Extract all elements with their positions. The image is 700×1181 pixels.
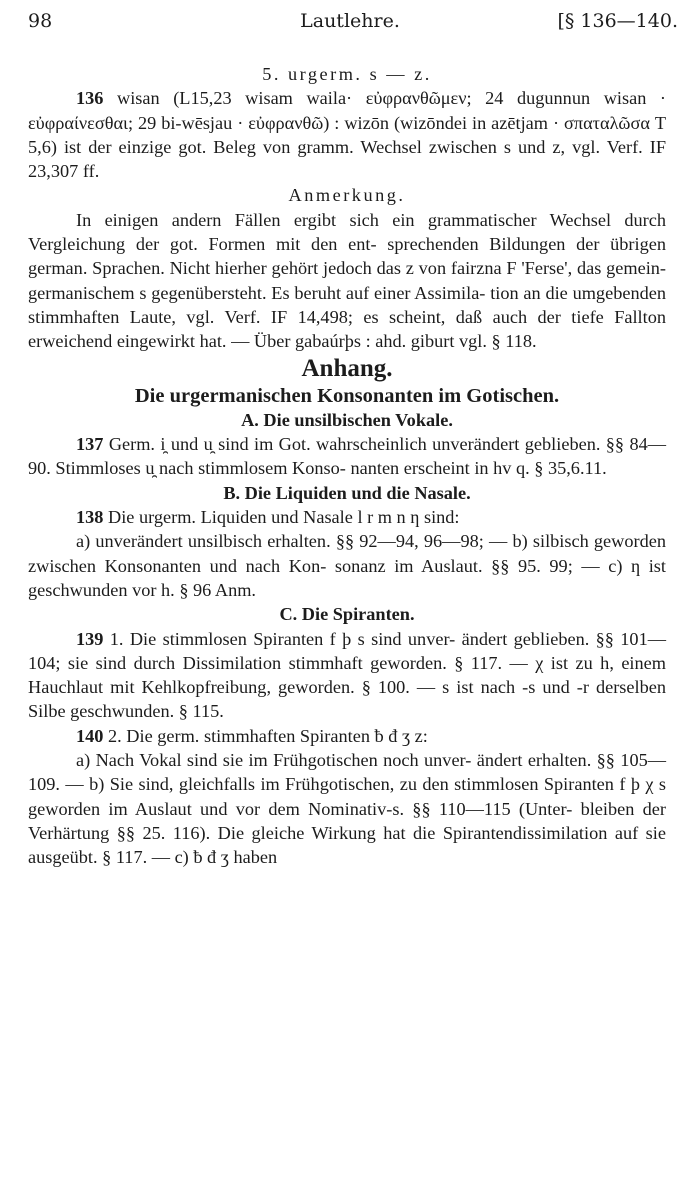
paragraph-number: 137 <box>76 434 104 455</box>
text-line: — Über gabaúrþs : ahd. giburt vgl. § 118. <box>231 331 537 352</box>
section-heading-c: C. Die Spiranten. <box>279 604 415 625</box>
text-line: tion an die umgebenden stimmhaften Laute, vgl. Verf. IF 14,498; <box>28 282 666 327</box>
paragraph-138-cont <box>28 529 666 602</box>
text-line: es scheint, daß auch der tiefe Fallton erweichend eingewirkt hat. <box>28 306 666 352</box>
running-title: Lautlehre. <box>300 10 400 32</box>
anmerkung-paragraph <box>28 208 666 354</box>
text-line: germanischem s gegenübersteht. Es beruht auf einer Assimila- <box>28 282 486 303</box>
text-line: sonanz im Auslaut. §§ 95. 99; — c) ƞ ist geschwunden vor h. <box>28 555 666 600</box>
page-number: 98 <box>28 10 53 32</box>
text-line: Frühgotischen, zu den stimmlosen Spiranten f þ χ s geworden <box>28 774 666 819</box>
text-line: § 96 Anm. <box>179 579 256 600</box>
paragraph-140-cont <box>28 748 666 869</box>
paragraph-136 <box>28 86 666 183</box>
text-line: sprechenden Bildungen der übrigen german. Sprachen. Nicht <box>28 234 666 279</box>
paragraph-139 <box>28 627 666 724</box>
text-line: wisan (L15,23 wisam waila· εὐφρανθῶμεν; 24 dugunnun <box>117 88 591 109</box>
text-line: ändert geblieben. §§ 101—104; sie sind durch Dissimilation <box>28 628 666 673</box>
text-line: im Auslaut und vor dem Nominativ-s. §§ 110—115 (Unter- <box>108 798 573 819</box>
text-line: mit Kehlkopfreibung, geworden. § 100. — s ist nach -s und -r <box>110 677 589 698</box>
text-line: — b) silbisch geworden zwischen Konsonanten und nach Kon- <box>28 531 667 576</box>
text-line: nanten erscheint in hv q. § 35,6.11. <box>350 458 607 479</box>
text-line: Spirantendissimilation auf sie ausgeübt. § 117. — c) ƀ đ ʒ haben <box>28 822 666 868</box>
paragraph-number: 138 <box>76 507 104 528</box>
text-line: wisan · εὐφραίνεσθαι; 29 bi-wēsjau · εὐφρανθῶ) : wizōn (wizōndei in <box>28 88 666 133</box>
running-header <box>22 10 678 40</box>
text-line: Wechsel durch Vergleichung der got. Formen mit den ent- <box>28 209 666 255</box>
text-line: Germ. i̯ und u̯ sind im Got. wahrscheinlich unverändert <box>108 434 520 455</box>
text-line: derselben Silbe geschwunden. § 115. <box>28 677 667 722</box>
text-line: bleiben der Verhärtung §§ 25. 116). Die gleiche Wirkung hat die <box>28 798 666 843</box>
text-line: stimmhaft geworden. § 117. — χ ist zu h, einem Hauchlaut <box>28 652 666 698</box>
text-line: Die urgerm. Liquiden und Nasale l r m n ƞ sind: <box>108 507 460 528</box>
text-line: a) unverändert unsilbisch erhalten. §§ 92—94, 96—98; <box>76 531 484 552</box>
text-line: azētjam · σπαταλῶσα T 5,6) ist der einzige got. Beleg von gramm. <box>28 112 667 157</box>
anhang-subtitle: Die urgermanischen Konsonanten im Gotischen. <box>134 384 560 407</box>
paragraph-140 <box>28 724 666 748</box>
anhang-title: Anhang. <box>301 354 393 382</box>
section-heading-b: B. Die Liquiden und die Nasale. <box>223 482 471 503</box>
text-line: geblieben. §§ 84—90. Stimmloses u̯ nach stimmlosem Konso- <box>28 434 667 479</box>
text-line: ändert erhalten. §§ 105—109. — b) Sie sind, gleichfalls im <box>28 750 667 795</box>
anmerkung-heading: Anmerkung. <box>288 185 406 206</box>
paragraph-138 <box>28 505 666 529</box>
text-line: hierher gehört jedoch das z von fairzna F 'Ferse', das gemein- <box>215 258 667 279</box>
paragraph-137 <box>28 432 666 481</box>
page-body <box>28 62 666 870</box>
section-heading-5: 5. urgerm. s — z. <box>262 64 432 84</box>
paragraph-number: 140 <box>76 725 104 746</box>
text-line: Wechsel zwischen s und z, vgl. Verf. IF 23,307 ff. <box>28 136 666 182</box>
paragraph-number: 136 <box>76 88 104 109</box>
section-range: [§ 136—140. <box>557 10 678 32</box>
text-line: 2. Die germ. stimmhaften Spiranten ƀ đ ʒ z: <box>108 725 428 746</box>
text-line: In einigen andern Fällen ergibt sich ein grammatischer <box>76 209 537 230</box>
text-line: a) Nach Vokal sind sie im Frühgotischen noch unver- <box>76 750 472 771</box>
section-heading-a: A. Die unsilbischen Vokale. <box>241 409 453 430</box>
text-line: 1. Die stimmlosen Spiranten f þ s sind unver- <box>109 628 456 649</box>
paragraph-number: 139 <box>76 628 104 649</box>
